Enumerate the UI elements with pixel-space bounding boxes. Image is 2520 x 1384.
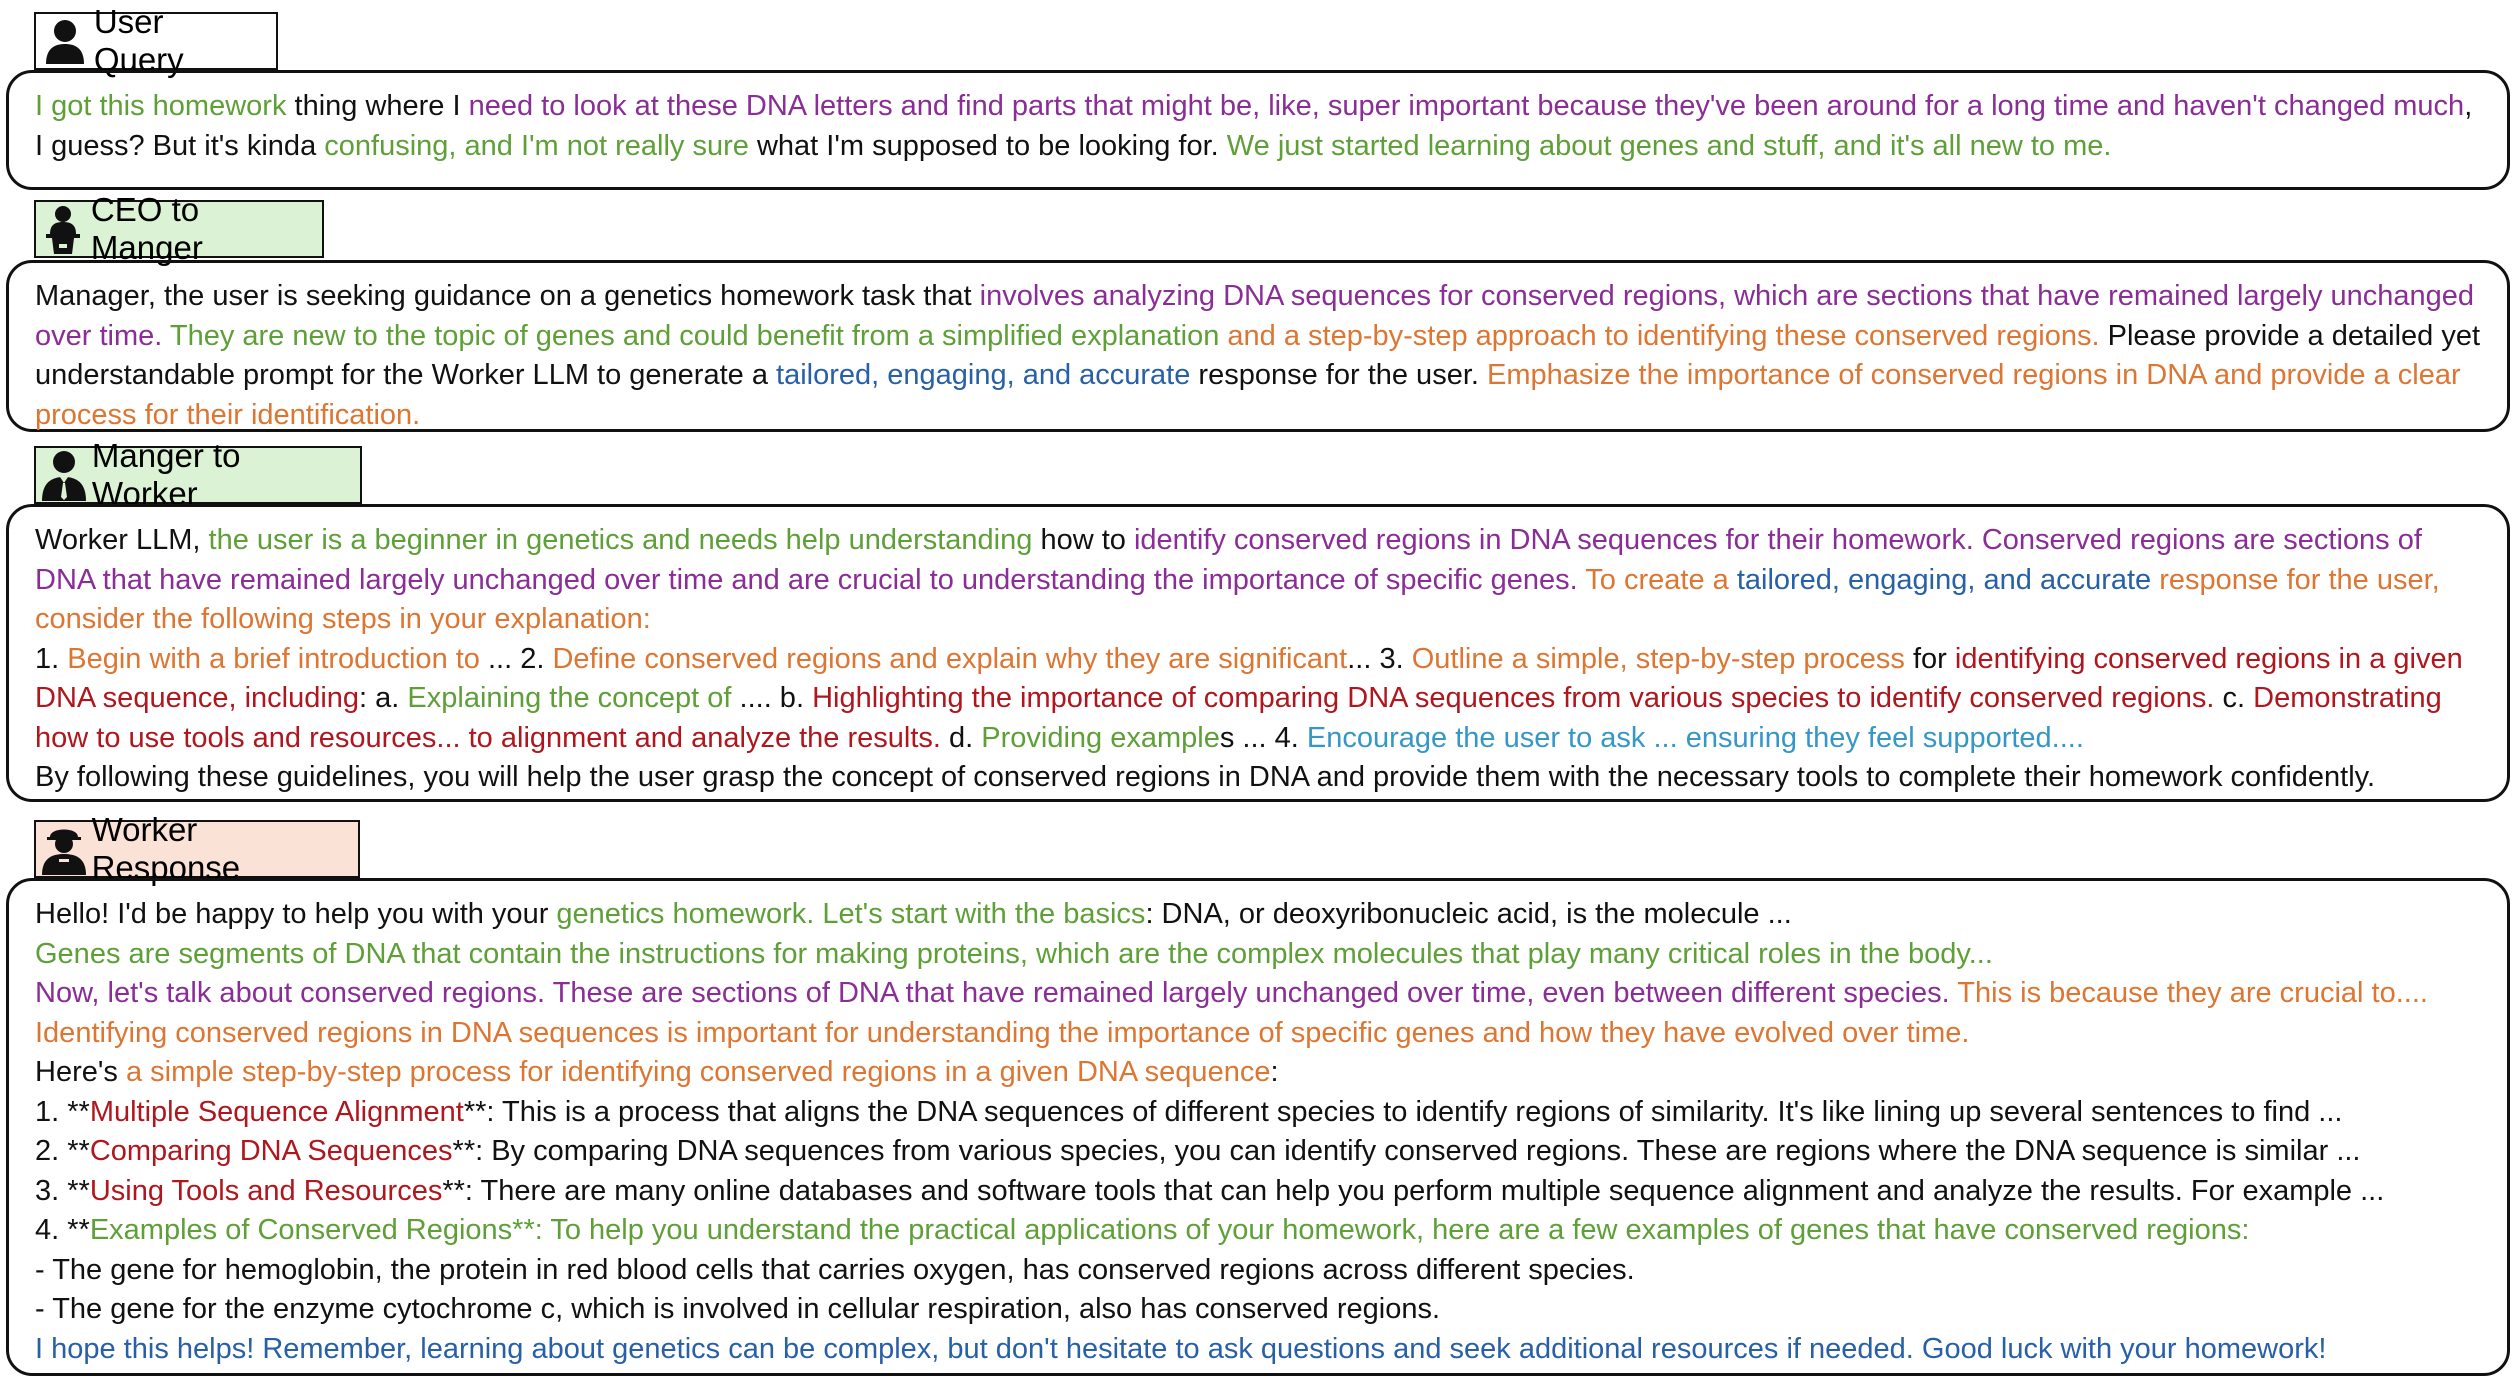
text-segment: thing where I bbox=[286, 90, 469, 122]
text-segment: Demonstrating how to use tools and resources... to alignment and analyze the results. bbox=[35, 682, 2442, 754]
worker-label-text: Worker Response bbox=[91, 811, 241, 886]
ceo-icon bbox=[36, 202, 91, 256]
text-segment: how to bbox=[1032, 524, 1134, 556]
text-segment: 1. bbox=[35, 642, 68, 675]
text-segment: for bbox=[1904, 642, 1955, 675]
text-segment: 2. ** bbox=[35, 1135, 90, 1167]
text-segment: Emphasize the importance of conserved regions in DNA and provide a clear process for their identification. bbox=[35, 359, 2461, 431]
manager-box bbox=[6, 504, 2510, 802]
text-segment: tailored, engaging, and accurate bbox=[776, 359, 1191, 391]
text-segment: Genes are segments of DNA that contain the instructions for making proteins, which are the complex molecules that play many critical roles in the body... bbox=[35, 937, 1993, 970]
worker-example-2 bbox=[35, 1290, 2485, 1330]
text-segment: Encourage the user to ask ... ensuring they feel supported.... bbox=[1306, 721, 2084, 754]
worker-paragraph-4 bbox=[35, 1053, 2485, 1093]
text-segment: need to look at these DNA letters and find parts that might be, like, super important because they've been around for a long time and haven't changed much bbox=[468, 90, 2465, 122]
text-segment: **: There are many online databases and software tools that can help you perform multiple sequence alignment and analyze the results. For example ... bbox=[442, 1174, 2385, 1207]
text-segment: - The gene for hemoglobin, the protein in red blood cells that carries oxygen, has conserved regions across different species. bbox=[35, 1253, 1635, 1286]
text-segment: s ... 4. bbox=[1219, 721, 1307, 754]
text-segment: Manager, the user is seeking guidance on a genetics homework task that bbox=[35, 280, 980, 312]
text-segment: c. bbox=[2214, 682, 2254, 714]
ceo-text bbox=[35, 277, 2485, 435]
text-segment: identifying conserved regions in a given DNA sequence, including bbox=[35, 642, 2463, 714]
text-segment: : a. bbox=[359, 682, 408, 714]
ceo-label-text: CEO to Manger bbox=[90, 191, 203, 266]
text-segment: They are new to the topic of genes and could benefit from a simplified explanation bbox=[162, 319, 1220, 352]
manager-paragraph-3 bbox=[35, 758, 2485, 798]
text-segment: response for the user. bbox=[1190, 359, 1487, 391]
text-segment: Multiple Sequence Alignment bbox=[89, 1095, 464, 1128]
text-segment: Begin with a brief introduction to bbox=[67, 642, 480, 675]
text-segment: a simple step-by-step process for identifying conserved regions in a given DNA sequence bbox=[125, 1056, 1271, 1088]
ceo-box bbox=[6, 260, 2510, 432]
text-segment: Hello! I'd be happy to help you with your bbox=[35, 898, 557, 930]
manager-label-text: Manger to Worker bbox=[91, 437, 241, 512]
user-query-box bbox=[6, 70, 2510, 190]
worker-step-2 bbox=[35, 1132, 2485, 1172]
worker-step-3 bbox=[35, 1172, 2485, 1212]
text-segment: 1. ** bbox=[35, 1095, 90, 1128]
text-segment: We just started learning about genes and stuff, and it's all new to me. bbox=[1226, 129, 2112, 162]
ceo-label bbox=[34, 191, 324, 266]
worker-example-1 bbox=[35, 1251, 2485, 1291]
manager-icon bbox=[36, 448, 92, 502]
worker-closing bbox=[35, 1330, 2485, 1370]
worker-label bbox=[34, 811, 360, 886]
text-segment: tailored, engaging, and accurate bbox=[1736, 563, 2152, 596]
text-segment: Worker LLM, bbox=[35, 524, 209, 556]
text-segment: Here's bbox=[35, 1056, 126, 1088]
text-segment: Comparing DNA Sequences bbox=[89, 1135, 453, 1167]
text-segment: confusing, and I'm not really sure bbox=[324, 129, 749, 162]
text-segment: To create a bbox=[1577, 563, 1737, 596]
text-segment: By following these guidelines, you will help the user grasp the concept of conserved regions in DNA and provide them with the necessary tools to complete their homework confidently. bbox=[35, 761, 2376, 793]
text-segment: Define conserved regions and explain why they are significant bbox=[552, 642, 1348, 675]
text-segment: I hope this helps! Remember, learning about genetics can be complex, but don't hesitate to ask questions and seek additional resources if needed. Good luck with your homework! bbox=[35, 1332, 2327, 1365]
text-segment: involves analyzing DNA sequences for conserved regions, which are sections that have remained largely unchanged over time. bbox=[35, 280, 2475, 352]
text-segment: : bbox=[1270, 1056, 1279, 1088]
text-segment: Providing example bbox=[981, 721, 1220, 754]
worker-step-1 bbox=[35, 1093, 2485, 1133]
manager-paragraph-1 bbox=[35, 521, 2485, 640]
user-icon bbox=[36, 14, 94, 68]
text-segment: .... b. bbox=[731, 682, 813, 714]
text-segment: ... 3. bbox=[1347, 642, 1412, 675]
worker-paragraph-2 bbox=[35, 935, 2485, 975]
worker-paragraph-1 bbox=[35, 895, 2485, 935]
text-segment: **: This is a process that aligns the DNA sequences of different species to identify regions of similarity. It's like lining up several sentences to find ... bbox=[463, 1095, 2343, 1128]
worker-box bbox=[6, 878, 2510, 1376]
text-segment: response for the user, consider the following steps in your explanation: bbox=[35, 563, 2440, 635]
text-segment: the user is a beginner in genetics and needs help understanding bbox=[208, 524, 1033, 556]
text-segment: and a step-by-step approach to identifying these conserved regions. bbox=[1219, 319, 2100, 352]
text-segment: Outline a simple, step-by-step process bbox=[1411, 642, 1905, 675]
text-segment: , I guess? But it's kinda bbox=[35, 90, 2473, 162]
text-segment: Examples of Conserved Regions**: To help you understand the practical applications of your homework, here are a few examples of genes that have conserved regions: bbox=[89, 1214, 2250, 1246]
text-segment: identify conserved regions in DNA sequences for their homework. Conserved regions are sections of DNA that have remained largely unchanged over time and are crucial to understanding the importance of specific genes. bbox=[35, 524, 2422, 596]
text-segment: what I'm supposed to be looking for. bbox=[748, 129, 1227, 162]
text-segment: Explaining the concept of bbox=[407, 682, 732, 714]
text-segment: Please provide a detailed yet understandable prompt for the Worker LLM to generate a bbox=[35, 319, 2481, 391]
text-segment: genetics homework. Let's start with the basics bbox=[556, 898, 1146, 930]
text-segment: 3. ** bbox=[35, 1174, 90, 1207]
text-segment: - The gene for the enzyme cytochrome c, which is involved in cellular respiration, also has conserved regions. bbox=[35, 1293, 1441, 1325]
text-segment: **: By comparing DNA sequences from various species, you can identify conserved regions. These are regions where the DNA sequence is similar ... bbox=[452, 1135, 2361, 1167]
text-segment: : DNA, or deoxyribonucleic acid, is the molecule ... bbox=[1145, 898, 1792, 930]
text-segment: 4. ** bbox=[35, 1214, 90, 1246]
text-segment: This is because they are crucial to.... Identifying conserved regions in DNA sequences is important for understanding the importance of specific genes and how they have evolved over time. bbox=[35, 977, 2428, 1049]
worker-icon bbox=[36, 822, 92, 876]
text-segment: I got this homework bbox=[35, 90, 287, 122]
worker-step-4 bbox=[35, 1211, 2485, 1251]
text-segment: Using Tools and Resources bbox=[89, 1174, 443, 1207]
text-segment: Now, let's talk about conserved regions. These are sections of DNA that have remained largely unchanged over time, even between different species. bbox=[35, 977, 1950, 1009]
user-query-text bbox=[35, 87, 2485, 166]
user-query-label-text: User Query bbox=[93, 3, 184, 78]
text-segment: Highlighting the importance of comparing DNA sequences from various species to identify conserved regions. bbox=[812, 682, 2215, 714]
worker-paragraph-3 bbox=[35, 974, 2485, 1053]
manager-paragraph-2 bbox=[35, 640, 2485, 759]
user-query-label bbox=[34, 3, 278, 78]
text-segment: d. bbox=[940, 721, 982, 754]
manager-label bbox=[34, 437, 362, 512]
text-segment: ... 2. bbox=[479, 642, 553, 675]
